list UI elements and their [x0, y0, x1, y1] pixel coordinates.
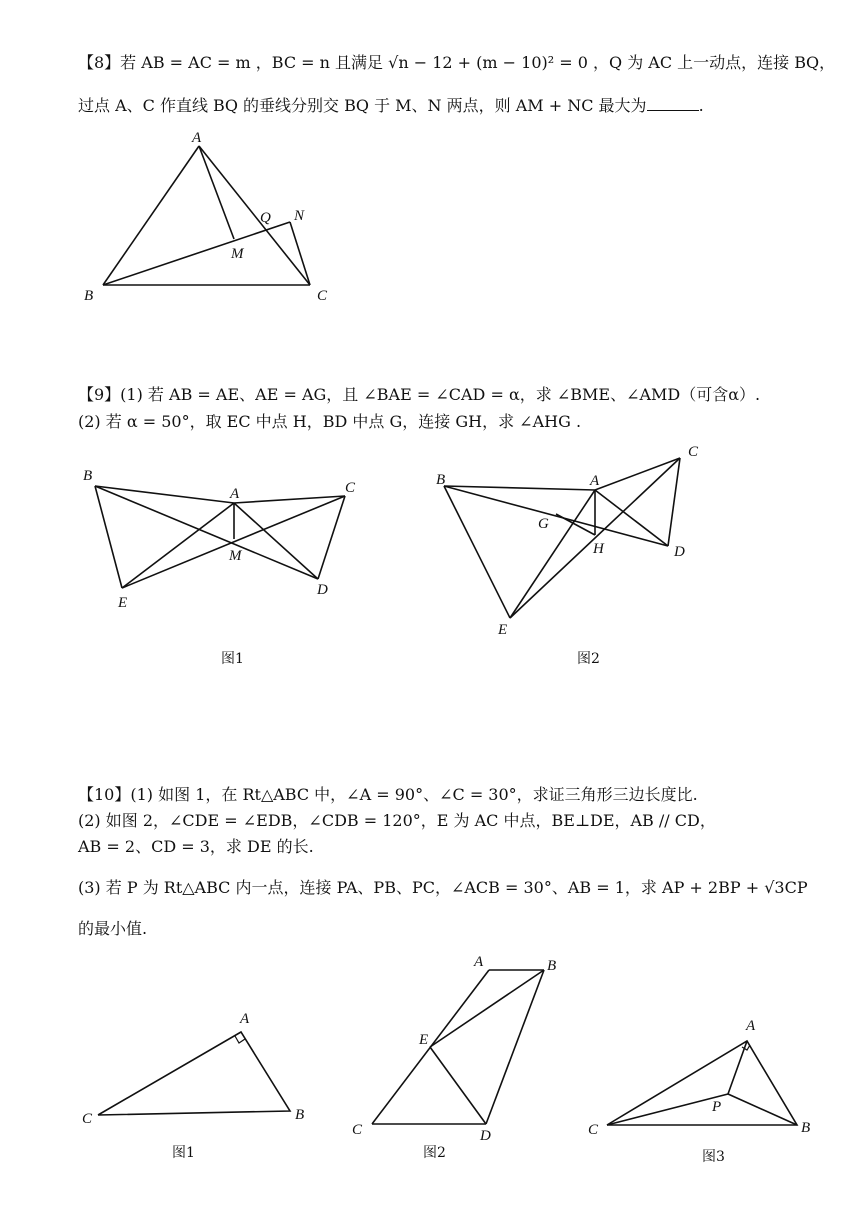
- q10-text-line1: 【10】(1) 如图 1，在 Rt△ABC 中，∠A = 90°、∠C = 30°，求证三角形三边长度比.: [78, 785, 698, 804]
- q9-figure-1-caption: 图1: [221, 651, 244, 667]
- q9f1-label-b: B: [83, 468, 93, 484]
- segment-am: [199, 146, 234, 239]
- q9f2-label-e: E: [498, 622, 508, 638]
- q9f2-label-b: B: [436, 472, 446, 488]
- q9f2-label-h: H: [593, 541, 604, 557]
- q9f2-label-d: D: [674, 544, 685, 560]
- q10f3-label-b: B: [801, 1120, 811, 1136]
- answer-blank: [647, 96, 699, 111]
- segment-be: [444, 486, 510, 618]
- q9f1-label-c: C: [345, 480, 356, 496]
- q10-text-line5: 的最小值.: [78, 919, 148, 938]
- q8-label-m: M: [231, 246, 244, 262]
- q10-figure-2-caption: 图2: [423, 1145, 446, 1161]
- q10f3-label-c: C: [588, 1122, 599, 1138]
- q10-text-line4: (3) 若 P 为 Rt△ABC 内一点，连接 PA、PB、PC，∠ACB = 30°、AB = 1，求 AP + 2BP + √3CP: [78, 878, 808, 897]
- segment-be: [95, 486, 122, 588]
- q10f2-label-e: E: [419, 1032, 429, 1048]
- q10-text-line3: AB = 2、CD = 3，求 DE 的长.: [78, 837, 314, 856]
- segment-ba: [444, 486, 595, 490]
- segment-ac: [595, 458, 680, 490]
- segment-bn: [103, 222, 290, 285]
- q10f1-label-b: B: [295, 1107, 305, 1123]
- q9f2-label-g: G: [538, 516, 549, 532]
- q8-label-c: C: [317, 288, 328, 304]
- segment-ad: [234, 503, 318, 579]
- q8-text-line2-body: 过点 A、C 作直线 BQ 的垂线分别交 BQ 于 M、N 两点，则 AM + NC 最大为: [78, 96, 647, 115]
- segment-pb: [728, 1094, 797, 1125]
- q8-figure: [80, 130, 340, 310]
- q10f1-label-c: C: [82, 1111, 93, 1127]
- q10-text-line2: (2) 如图 2，∠CDE = ∠EDB，∠CDB = 120°，E 为 AC 中点，BE⊥DE，AB // CD，: [78, 811, 716, 830]
- triangle-abc: [98, 1032, 290, 1115]
- q9-figure-2: [432, 440, 722, 640]
- segment-ab: [103, 146, 199, 285]
- segment-nc: [290, 222, 310, 285]
- q9-figure-2-caption: 图2: [577, 651, 600, 667]
- segment-eb: [430, 970, 544, 1047]
- q8-text-line1: 【8】若 AB = AC = m ，BC = n 且满足 √n − 12 + (m − 10)² = 0 ，Q 为 AC 上一动点，连接 BQ，: [78, 53, 836, 72]
- q8-text-line2: [78, 95, 848, 117]
- q10-figure-1: [78, 1005, 318, 1135]
- q10f2-label-d: D: [480, 1128, 491, 1144]
- q10-figure-3-caption: 图3: [702, 1149, 725, 1165]
- q10-figure-2: [345, 950, 575, 1150]
- q8-label-n: N: [294, 208, 305, 224]
- q9-figure-1: [80, 462, 370, 612]
- segment-ad: [595, 490, 668, 546]
- q10f3-label-p: P: [712, 1099, 722, 1115]
- q8-label-a: A: [192, 130, 202, 146]
- segment-ae: [122, 503, 234, 588]
- q9f1-label-d: D: [317, 582, 328, 598]
- q8-label-q: Q: [260, 210, 271, 226]
- q9-text-line1: 【9】(1) 若 AB = AE、AE = AG，且 ∠BAE = ∠CAD = α，求 ∠BME、∠AMD（可含α）.: [78, 385, 761, 404]
- q9f1-label-a: A: [230, 486, 240, 502]
- segment-bd: [486, 970, 544, 1124]
- q9f1-label-m: M: [229, 548, 242, 564]
- segment-ae: [510, 490, 595, 618]
- segment-ac: [234, 496, 345, 503]
- q10f2-label-a: A: [474, 954, 484, 970]
- q9-text-line2: (2) 若 α = 50°，取 EC 中点 H，BD 中点 G，连接 GH，求 ∠AHG .: [78, 412, 582, 431]
- segment-cd: [318, 496, 345, 579]
- q10f1-label-a: A: [240, 1011, 250, 1027]
- q10f2-label-c: C: [352, 1122, 363, 1138]
- q10f3-label-a: A: [746, 1018, 756, 1034]
- segment-ed: [430, 1047, 486, 1124]
- segment-pc: [607, 1094, 728, 1125]
- q8-label-b: B: [84, 288, 94, 304]
- q10-figure-3: [585, 1010, 825, 1140]
- q9f2-label-a: A: [590, 473, 600, 489]
- segment-bd: [444, 486, 668, 546]
- q10f2-label-b: B: [547, 958, 557, 974]
- q10-figure-1-caption: 图1: [172, 1145, 195, 1161]
- segment-cd: [668, 458, 680, 546]
- q9f2-label-c: C: [688, 444, 699, 460]
- q8-text-line2-end: .: [698, 96, 704, 115]
- q9f1-label-e: E: [118, 595, 128, 611]
